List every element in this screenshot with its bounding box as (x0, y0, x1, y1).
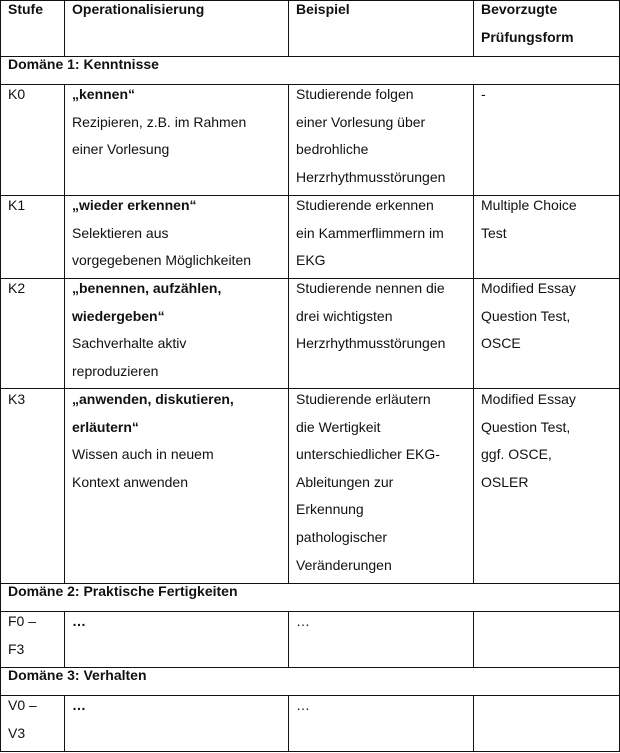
cell-stufe-k0 (8, 81, 25, 109)
cell-line: EKG (296, 252, 326, 269)
cell-stufe-f (8, 608, 36, 663)
cell-line: Question Test, (481, 307, 571, 324)
cell-stufe-v (8, 692, 37, 747)
cell-beispiel-k1 (296, 192, 444, 275)
domain-heading-1: Domäne 1: Kenntnisse (8, 56, 159, 72)
cell-line: Selektieren aus (72, 224, 169, 241)
cell-line: Herzrhythmusstörungen (296, 168, 446, 185)
cell-line: K0 (8, 86, 26, 102)
cell-line: Sachverhalte aktiv (72, 335, 187, 352)
cell-operationalisierung-f (72, 608, 86, 636)
cell-line: drei wichtigsten (296, 307, 393, 324)
cell-line: einer Vorlesung über (296, 113, 426, 130)
cell-beispiel-k0 (296, 81, 445, 191)
domain-heading-3: Domäne 3: Verhalten (8, 667, 147, 683)
cell-line: vorgegebenen Möglichkeiten (72, 252, 252, 269)
cell-line: Kontext anwenden (72, 473, 188, 490)
header-stufe: Stufe (8, 1, 43, 17)
cell-line: Studierende folgen (296, 86, 414, 102)
cell-stufe-k1 (8, 192, 25, 220)
cell-line: OSLER (481, 473, 529, 490)
cell-line: Erkennung (296, 501, 364, 518)
cell-line: „anwenden, diskutieren, (72, 391, 234, 407)
cell-operationalisierung-v (72, 692, 86, 720)
header-operationalisierung: Operationalisierung (72, 1, 205, 17)
cell-line: … (296, 613, 310, 629)
cell-line: ein Kammerflimmern im (296, 224, 444, 241)
cell-stufe-k2 (8, 275, 25, 303)
cell-line: Herzrhythmusstörungen (296, 335, 446, 352)
cell-line: … (72, 697, 86, 713)
cell-line: … (72, 613, 86, 629)
cell-line: Studierende nennen die (296, 280, 445, 296)
cell-line: K3 (8, 391, 26, 407)
cell-line: - (481, 86, 486, 102)
cell-operationalisierung-k0 (72, 81, 246, 164)
cell-line: V0 – (8, 697, 37, 713)
cell-line: die Wertigkeit (296, 418, 381, 435)
cell-line: Test (481, 224, 507, 241)
cell-pruefungsform-k1 (481, 192, 577, 247)
header-pruefungsform: Bevorzugte Prüfungsform (481, 1, 574, 45)
cell-stufe-k3 (8, 386, 25, 414)
cell-beispiel-k3 (296, 386, 440, 579)
cell-line: „kennen“ (72, 86, 136, 102)
cell-line: „benennen, aufzählen, (72, 280, 222, 296)
cell-line: Modified Essay (481, 391, 576, 407)
cell-line: … (296, 697, 310, 713)
cell-line: Ableitungen zur (296, 473, 394, 490)
cell-line: reproduzieren (72, 362, 159, 379)
cell-line: einer Vorlesung (72, 141, 170, 158)
cell-line: Studierende erläutern (296, 391, 431, 407)
cell-operationalisierung-k1 (72, 192, 251, 275)
cell-line: ggf. OSCE, (481, 446, 552, 463)
cell-line: OSCE (481, 335, 521, 352)
cell-line: Studierende erkennen (296, 197, 434, 213)
cell-beispiel-k2 (296, 275, 445, 358)
cell-line: „wieder erkennen“ (72, 197, 197, 213)
cell-line: Wissen auch in neuem (72, 446, 214, 463)
cell-line: bedrohliche (296, 141, 369, 158)
cell-beispiel-v (296, 692, 310, 720)
cell-line: Multiple Choice (481, 197, 577, 213)
cell-line: K2 (8, 280, 26, 296)
cell-line: unterschiedlicher EKG- (296, 446, 440, 463)
cell-pruefungsform-k3 (481, 386, 576, 496)
domain-heading-2: Domäne 2: Praktische Fertigkeiten (8, 583, 238, 599)
cell-line: Question Test, (481, 418, 571, 435)
cell-pruefungsform-k0 (481, 81, 486, 109)
cell-line: pathologischer (296, 528, 388, 545)
cell-beispiel-f (296, 608, 310, 636)
cell-line: Rezipieren, z.B. im Rahmen (72, 113, 247, 130)
cell-line: K1 (8, 197, 26, 213)
cell-line: erläutern“ (72, 418, 139, 435)
cell-pruefungsform-k2 (481, 275, 576, 358)
cell-line: F0 – (8, 613, 37, 629)
cell-line: Modified Essay (481, 280, 576, 296)
cell-operationalisierung-k3 (72, 386, 234, 496)
cell-line: V3 (8, 724, 26, 741)
header-beispiel: Beispiel (296, 1, 350, 17)
cell-line: wiedergeben“ (72, 307, 165, 324)
cell-line: F3 (8, 640, 25, 657)
cell-line: Veränderungen (296, 556, 392, 573)
cell-operationalisierung-k2 (72, 275, 221, 385)
